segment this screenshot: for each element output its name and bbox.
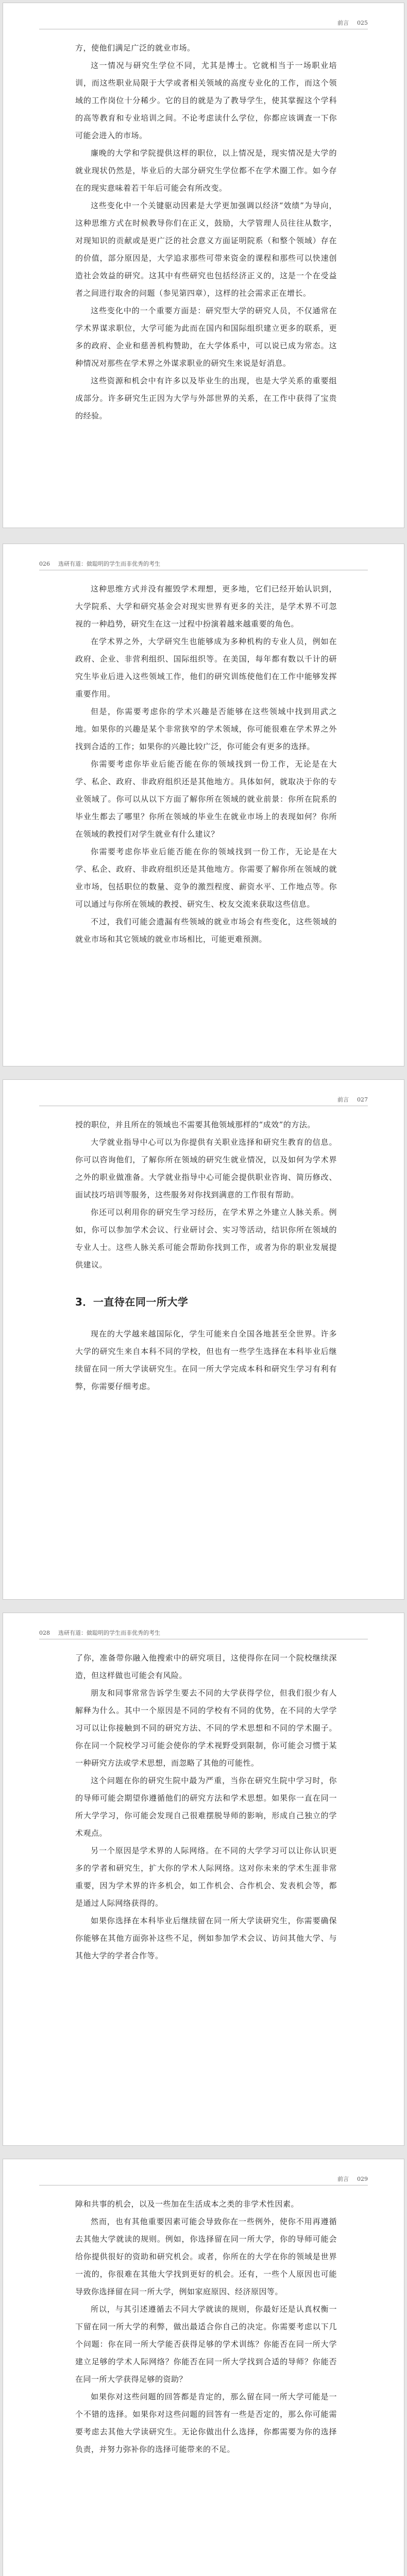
running-title: 选研有道：做聪明的学生而非优秀的考生: [58, 1630, 160, 1636]
page-header: [39, 1095, 368, 1106]
paragraph: 这一情况与研究生学位不同，尤其是博士。它就相当于一场职业培训，而这些职业局限于大学或者相关领域的高度专业化的工作，而这个领域的工作岗位十分稀少。它的目的就是为了教导学生，使其掌握这个学科的高等教育和专业培训之间。不论考虑读什么学位，你都应该调查一下你可能会进入的市场。: [75, 61, 337, 140]
page-number: 029: [357, 2176, 368, 2182]
paragraph: 你需要考虑你毕业后能否能在你的领域找到一份工作，无论是在大学、私企、政府、非政府组织还是其他地方。具体如何，就取决于你的专业领域了。你可以从以下方面了解你所在领域的就业前景：你所在院系的毕业生都去了哪里？你所在领域的毕业生在就业市场上的表现如何？你所在领域的教授们对学生就业有什么建议？: [75, 759, 337, 839]
running-title: 前言: [337, 2176, 349, 2182]
page-header: [39, 1629, 368, 1639]
paragraph: 这种思维方式并没有摧毁学术理想，更多地，它们已经开始认识到，大学院系、大学和研究基金会对现实世界有更多的关注，是学术界不可忽视的一种趋势，研究生在这一过程中扮演着越来越重要的角色。: [75, 584, 337, 629]
paragraph: 这些变化中一个关键驱动因素是大学更加强调以经济“效绩”为导向，这种思维方式在时候教导你们在正义，鼓励，大学管理人员往往从数字，对现知识的贡献或是更广泛的社会意义方面证明院系（和整个领域）存在的价值，部分原因是，大学追求那些可带来资金的课程和那些可以快速创造社会效益的研究。这其中有些研究也包括经济正义的，这是一个在受益者之间进行取舍的问题（参见第四章），这样的社会需求正在增长。: [75, 201, 337, 298]
paragraph: 所以，与其引述遵循去不同大学就读的规则，你最好还是认真权衡一下留在同一所大学的利弊，做出最适合你自己的决定。你需要考虑以下几个问题：你在同一所大学能否获得足够的学术训练？你能否在同一所大学建立足够的学术人际网络？你能否在同一所大学找到合适的导师？你能否在同一所大学获得足够的资助？: [75, 2304, 337, 2384]
page-body: [75, 1649, 337, 1964]
book-page-5: [3, 2159, 404, 2576]
paragraph: 这些资源和机会中有许多以及毕业生的出现，也是大学关系的重要组成部分。许多研究生正因为大学与外部世界的关系，在工作中获得了宝贵的经验。: [75, 376, 337, 420]
page-body: [75, 39, 337, 425]
page-number: 027: [357, 1096, 368, 1103]
paragraph: 另一个原因是学术界的人际网络。在不同的大学学习可以让你认识更多的学者和研究生，扩大你的学术人际网络。这对你未来的学术生涯非常重要，因为学术界的许多机会，如工作机会、合作机会、发表机会等，都是通过人际网络获得的。: [75, 1846, 337, 1908]
running-title: 前言: [337, 1096, 349, 1103]
section-title: 3．一直待在同一所大学: [75, 1296, 189, 1308]
paragraph: 如果你对这些问题的回答都是肯定的，那么留在同一所大学可能是一个不错的选择。如果你对这些问题的回答有一些是否定的，那么你可能需要考虑去其他大学读研究生。无论你做出什么选择，你都需要为你的选择负责，并努力弥补你的选择可能带来的不足。: [75, 2392, 337, 2454]
paragraph: 方，使他们满足广泛的就业市场。: [75, 43, 195, 53]
paragraph: 你需要考虑你毕业后能否能在你的领域找到一份工作，无论是在大学、私企、政府、非政府组织还是其他地方。你需要了解你所在领域的就业市场，包括职位的数量、竞争的激烈程度、薪资水平、工作地点等。你可以通过与你所在领域的教授、研究生、校友交流来获取这些信息。: [75, 847, 337, 909]
paragraph: 在学术界之外，大学研究生也能够成为多种机构的专业人员，例如在政府、企业、非营利组织、国际组织等。在美国，每年都有数以千计的研究生毕业后进入这些领域工作，他们的研究训练使他们在工作中能够发挥重要作用。: [75, 637, 337, 699]
paragraph: 现在的大学越来越国际化，学生可能来自全国各地甚至全世界。许多大学的研究生来自本科不同的学校，但也有一些学生选择在本科毕业后继续留在同一所大学读研究生。在同一所大学完成本科和研究生学习有利有弊，你需要仔细考虑。: [75, 1329, 337, 1391]
paragraph: 障和共事的机会，以及一些加在生活成本之类的非学术性因素。: [75, 2199, 299, 2209]
page-body: [75, 2195, 337, 2458]
paragraph: 然而，也有其他重要因素可能会导致你在一些例外，使你不用再遵循去其他大学就读的规则。例如，你选择留在同一所大学，你的导师可能会给你提供很好的资助和研究机会。或者，你所在的大学在你的领域是世界一流的，你很难在其他大学找到更好的机会。还有，一些个人原因也可能导致你选择留在同一所大学，例如家庭原因、经济原因等。: [75, 2217, 337, 2296]
book-page-2: [3, 544, 404, 1066]
page-header: [39, 19, 368, 29]
paragraph: 了你，准备带你融入他搜索中的研究项目，这使得你在同一个院校继续深造，但这样做也可能会有风险。: [75, 1653, 337, 1680]
paragraph: 这个问题在你的研究生院中最为严重，当你在研究生院中学习时，你的导师可能会期望你遵循他们的研究方法和学术思想。如果你一直在同一所大学学习，你可能会发现自己很难摆脱导师的影响，形成自己独立的学术观点。: [75, 1776, 337, 1838]
paragraph: 如果你选择在本科毕业后继续留在同一所大学读研究生，你需要确保你能够在其他方面弥补这些不足，例如参加学术会议、访问其他大学、与其他大学的学者合作等。: [75, 1916, 337, 1960]
page-header: [39, 560, 368, 570]
paragraph: 授的职位，并且所在的领域也不需要其他领域那样的“成效”的方法。: [75, 1120, 315, 1129]
page-number: 025: [357, 20, 368, 26]
paragraph: 但是，你需要考虑你的学术兴趣是否能够在这些领域中找到用武之地。如果你的兴趣是某个非常狭窄的学术领域，你可能很难在学术界之外找到合适的工作；如果你的兴趣比较广泛，你可能会有更多的选择。: [75, 707, 337, 751]
paragraph: 朋友和同事常常告诉学生要去不同的大学获得学位，但我们很少有人解释为什么。其中一个原因是不同的学校有不同的优势，在不同的大学学习可以让你接触到不同的研究方法、不同的学术思想和不同的学术圈子。你在同一个院校学习可能会使你的学术视野受到限制，你可能会习惯于某一种研究方法或学术思想，而忽略了其他的可能性。: [75, 1688, 337, 1768]
page-body: [75, 580, 337, 948]
page-header: [39, 2175, 368, 2185]
page-number: 026: [39, 561, 50, 567]
paragraph: 大学就业指导中心可以为你提供有关职业选择和研究生教育的信息。你可以咨询他们，了解你所在领域的研究生就业情况，以及如何为学术界之外的职业做准备。大学就业指导中心可能会提供职业咨询、简历修改、面试技巧培训等服务，这些服务对你找到满意的工作很有帮助。: [75, 1138, 337, 1199]
paragraph: 这些变化中的一个重要方面是：研究型大学的研究人员，不仅通常在学术界谋求职位，大学可能为此而在国内和国际组织建立更多的联系，更多的政府、企业和慈善机构赞助，在大学体系中，可以说已成为常态。这种情况对那些在学术界之外谋求职业的研究生来说是好消息。: [75, 306, 337, 368]
page-body: [75, 1116, 337, 1395]
book-page-4: [3, 1613, 404, 2146]
paragraph: 你还可以利用你的研究生学习经历，在学术界之外建立人脉关系。例如，你可以参加学术会议、行业研讨会、实习等活动，结识你所在领域的专业人士。这些人脉关系可能会帮助你找到工作，或者为你的职业发展提供建议。: [75, 1208, 337, 1269]
paragraph: 不过，我们可能会遗漏有些领域的就业市场会有些变化，这些领域的就业市场和其它领域的就业市场相比，可能更难预测。: [75, 917, 337, 944]
page-number: 028: [39, 1630, 50, 1636]
running-title: 前言: [337, 20, 349, 26]
running-title: 选研有道：做聪明的学生而非优秀的考生: [58, 561, 160, 567]
paragraph: 廉晚的大学和学院提供这样的职位，以上情况是，现实情况是大学的就业现状仍然是，毕业后的大部分研究生学位都不在学术圈工作。如今存在的现实意味着若干年后可能会有所改变。: [75, 148, 337, 193]
book-page-3: [3, 1079, 404, 1600]
book-page-1: [3, 3, 404, 528]
